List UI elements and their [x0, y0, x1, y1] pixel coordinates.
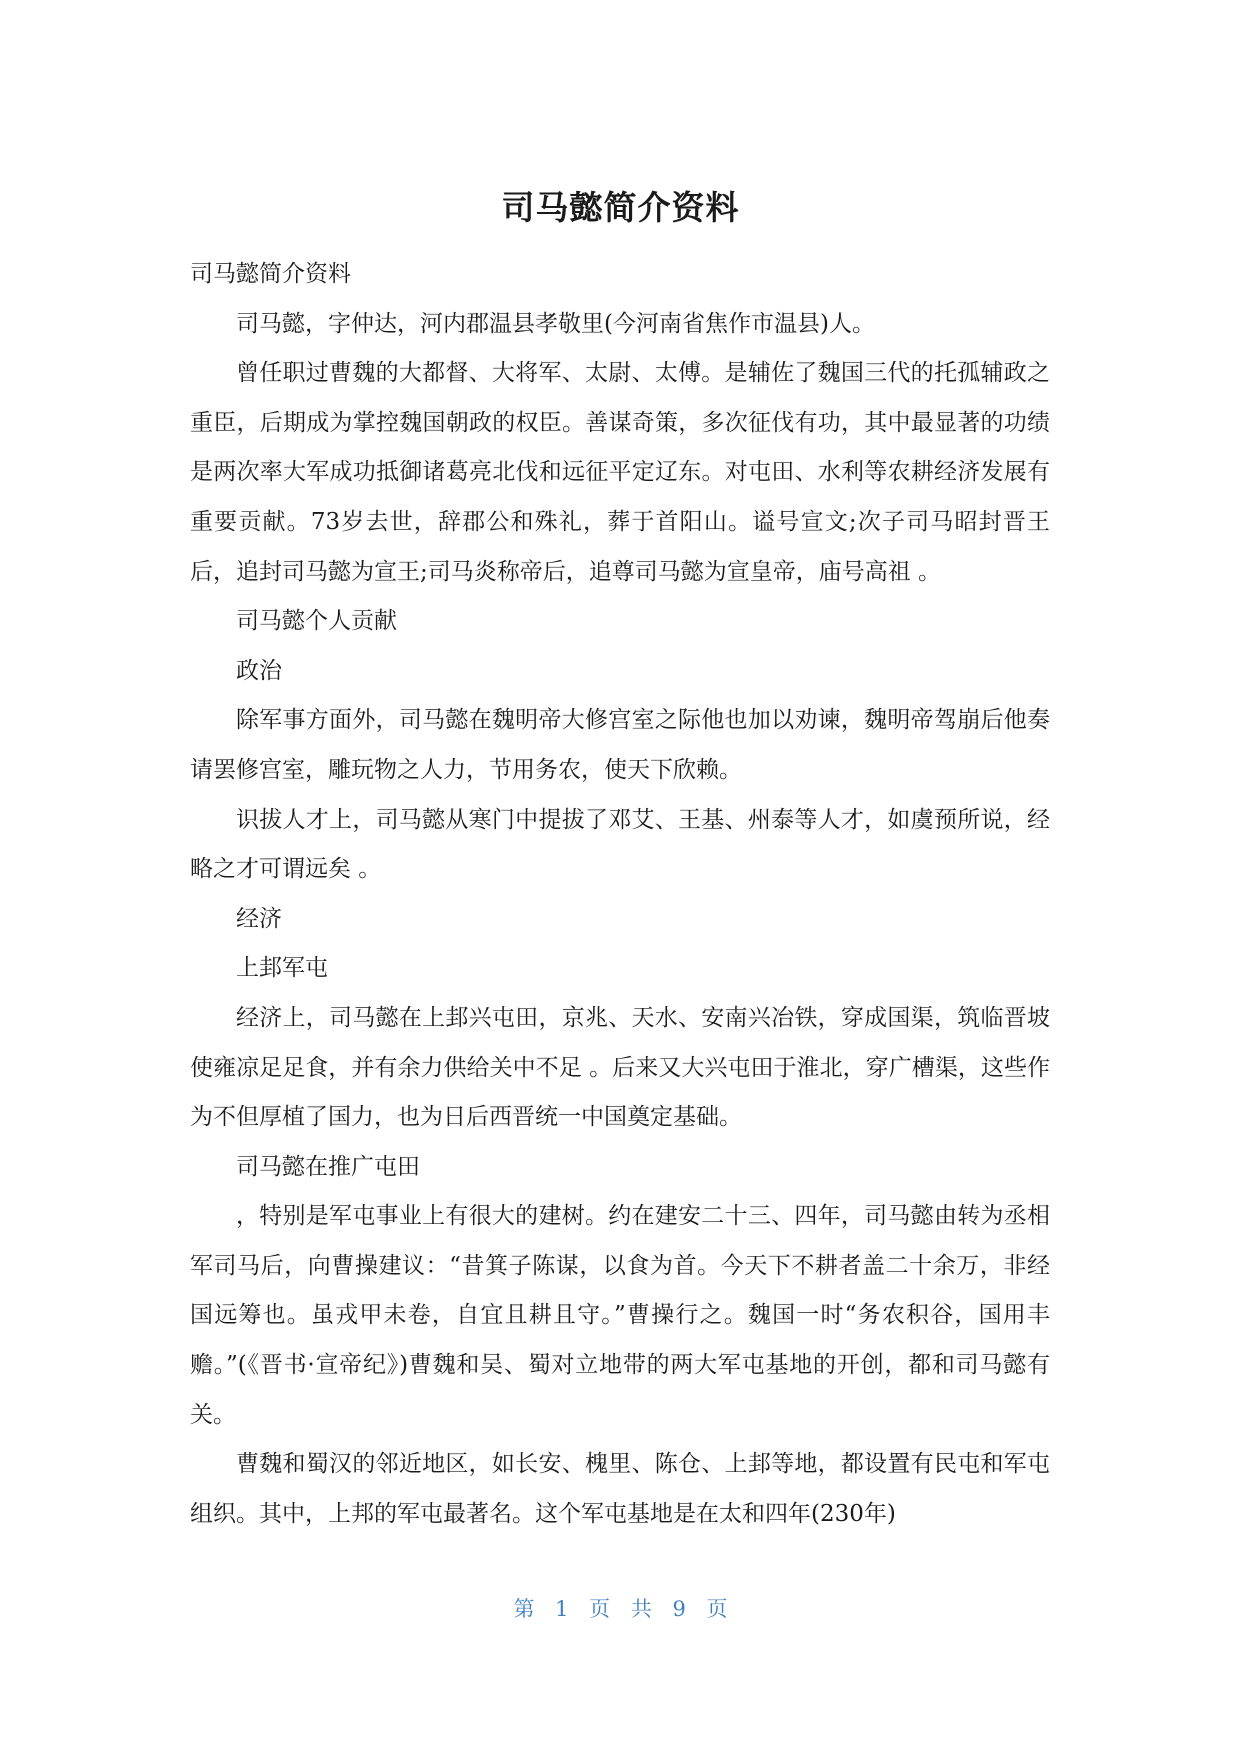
- section-heading: 经济: [236, 905, 282, 932]
- page-title: 司马懿简介资料: [501, 188, 740, 227]
- paragraph: 司马懿简介资料: [190, 261, 351, 287]
- paragraph: ，特别是军屯事业上有很大的建树。约在建安二十三、四年，司马懿由转为丞相军司马后，向曹操建议：“昔箕子陈谋，以食为首。今天下不耕者盖二十余万，非经国远筹也。虽戎甲未卷，自宜且耕且守。”曹操行之。魏国一时“务农积谷，国用丰赡。”(《晋书·宣帝纪》)曹魏和吴、蜀对立地带的两大军屯基地的开创，都和司马懿有关。: [190, 1203, 1050, 1428]
- document-body: [190, 250, 1050, 1539]
- section-heading: 政治: [236, 657, 282, 684]
- paragraph: 司马懿，字仲达，河内郡温县孝敬里(今河南省焦作市温县)人。: [236, 310, 875, 337]
- paragraph: 曹魏和蜀汉的邻近地区，如长安、槐里、陈仓、上邽等地，都设置有民屯和军屯组织。其中，上邦的军屯最著名。这个军屯基地是在太和四年(230年): [190, 1451, 1050, 1527]
- page-footer: 第 1 页 共 9 页: [513, 1597, 728, 1621]
- section-heading: 上邽军屯: [236, 955, 328, 982]
- paragraph: 经济上，司马懿在上邽兴屯田，京兆、天水、安南兴冶铁，穿成国渠，筑临晋坡使雍凉足足食，并有余力供给关中不足 。后来又大兴屯田于淮北，穿广槽渠，这些作为不但厚植了国力，也为日后西晋统一中国奠定基础。: [190, 1004, 1050, 1131]
- paragraph: 除军事方面外，司马懿在魏明帝大修宫室之际他也加以劝谏，魏明帝驾崩后他奏请罢修宫室，雕玩物之人力，节用务农，使天下欣赖。: [190, 707, 1050, 783]
- paragraph: 曾任职过曹魏的大都督、大将军、太尉、太傅。是辅佐了魏国三代的托孤辅政之重臣，后期成为掌控魏国朝政的权臣。善谋奇策，多次征伐有功，其中最显著的功绩是两次率大军成功抵御诸葛亮北伐和远征平定辽东。对屯田、水利等农耕经济发展有重要贡献。73岁去世，辞郡公和殊礼，葬于首阳山。谥号宣文;次子司马昭封晋王后，追封司马懿为宣王;司马炎称帝后，追尊司马懿为宣皇帝，庙号高祖 。: [190, 360, 1050, 585]
- section-heading: 司马懿个人贡献: [236, 608, 397, 635]
- section-heading: 司马懿在推广屯田: [236, 1153, 420, 1180]
- paragraph: 识拔人才上，司马懿从寒门中提拔了邓艾、王基、州泰等人才，如虞预所说，经略之才可谓远矣 。: [190, 806, 1050, 883]
